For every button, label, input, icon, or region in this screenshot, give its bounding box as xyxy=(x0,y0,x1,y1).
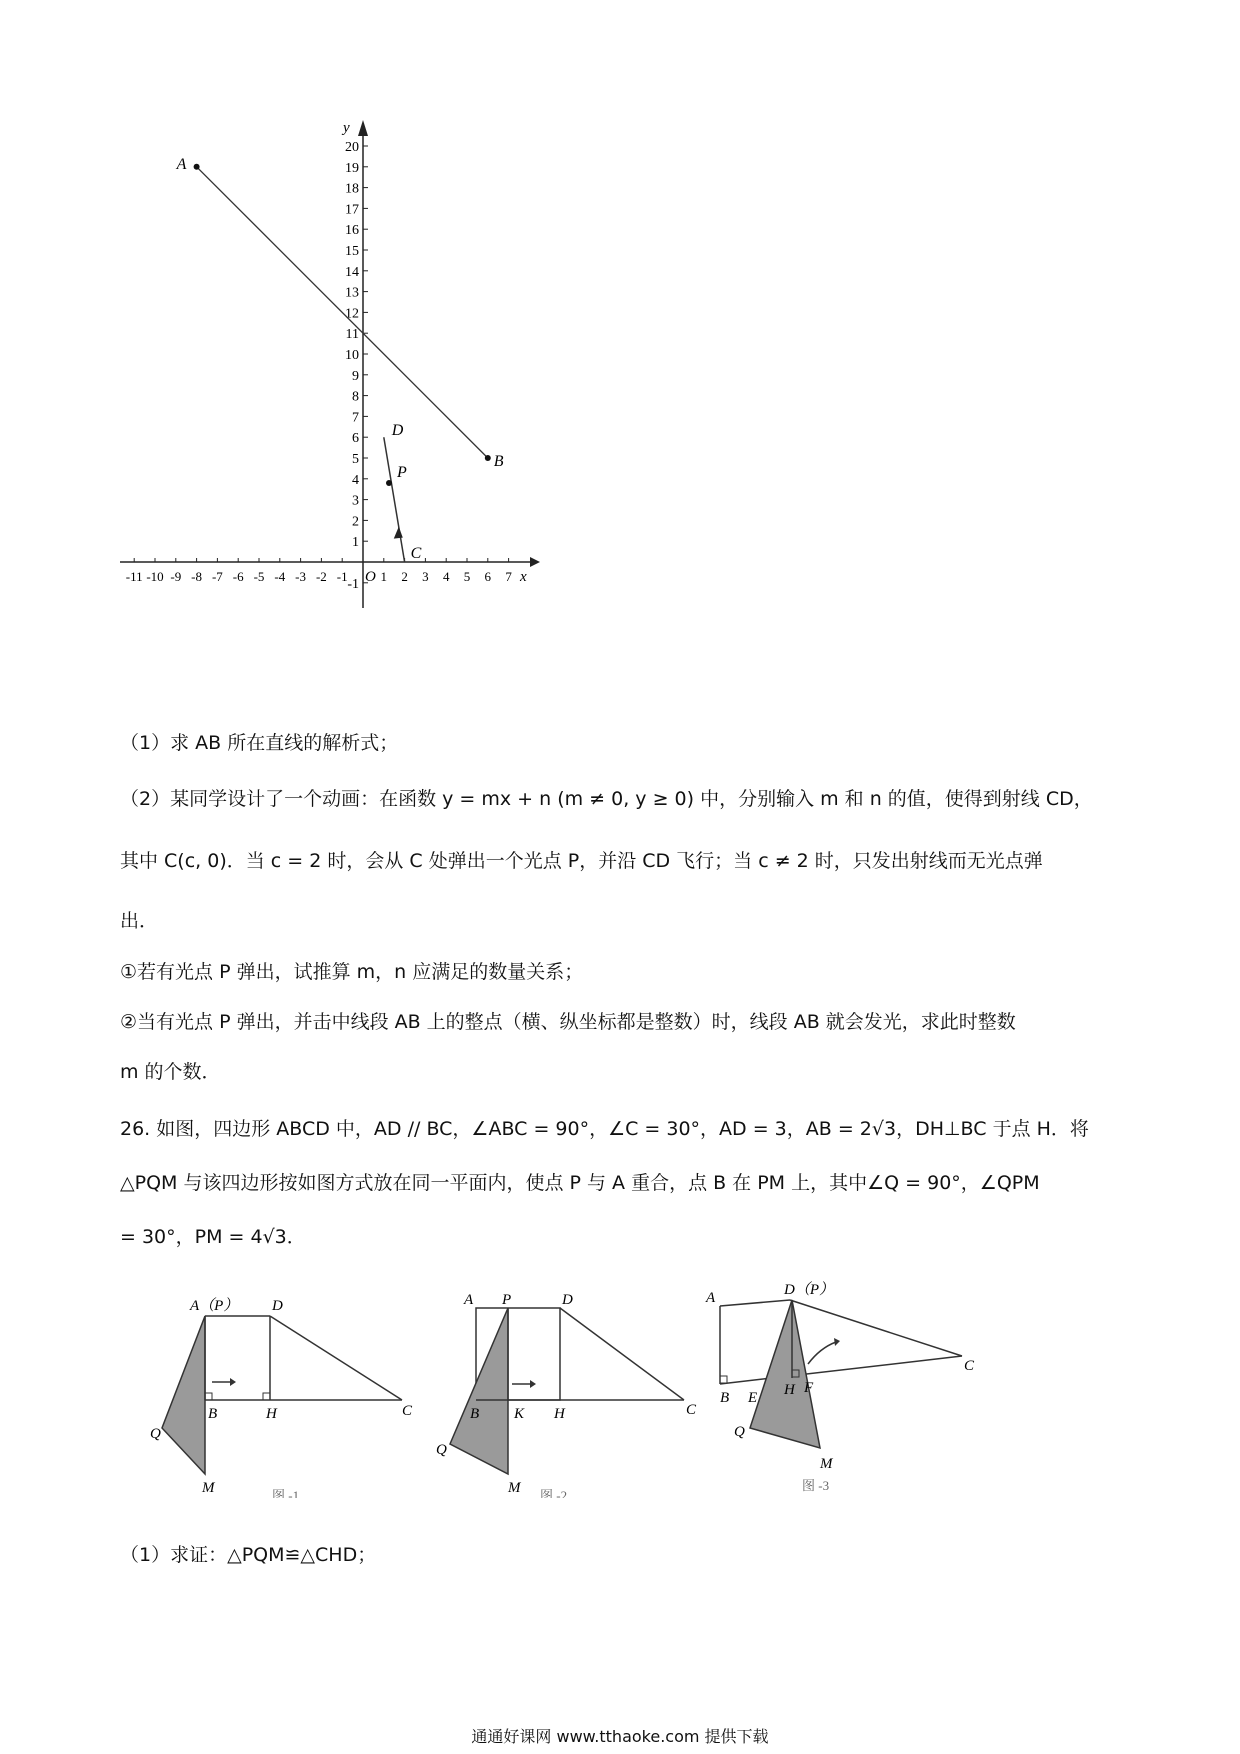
q25-part2-line3: 出． xyxy=(120,910,159,932)
x-tick-label: 5 xyxy=(463,569,471,584)
fig2-arrow-head xyxy=(530,1380,536,1388)
x-tick-label: -3 xyxy=(295,569,307,584)
fig2-label-q: Q xyxy=(436,1442,447,1458)
fig1-right-angle-b xyxy=(205,1393,212,1400)
fig1-arrow-head xyxy=(230,1378,236,1386)
y-tick-label: 5 xyxy=(352,452,359,467)
q26-line3: = 30°，PM = 4√3． xyxy=(120,1226,306,1248)
coordinate-graph xyxy=(120,118,610,678)
point-p xyxy=(386,480,392,486)
x-tick-label: -2 xyxy=(315,569,327,584)
origin-label: O xyxy=(365,569,376,585)
fig3-right-angle-b xyxy=(720,1376,727,1383)
fig2-label-k: K xyxy=(514,1406,525,1422)
y-tick-label: 15 xyxy=(345,244,359,259)
fig1-triangle-pqm xyxy=(162,1316,205,1474)
x-tick-label: 2 xyxy=(401,569,408,584)
fig2-label-m: M xyxy=(508,1480,521,1496)
fig2-label-a: A xyxy=(464,1292,474,1308)
x-tick-label: -11 xyxy=(125,569,143,584)
label-a: A xyxy=(176,155,187,173)
y-tick-label: -1 xyxy=(347,576,359,592)
x-tick-label: 6 xyxy=(484,569,492,584)
y-tick-label: 10 xyxy=(345,348,359,363)
fig1-label-b: B xyxy=(208,1406,218,1422)
y-tick-label: 19 xyxy=(345,160,359,176)
label-b: B xyxy=(493,453,504,470)
x-tick-label: -4 xyxy=(274,569,286,584)
x-axis-arrow xyxy=(530,557,540,567)
fig3-label-f: F xyxy=(804,1380,814,1396)
label-c: C xyxy=(410,545,422,562)
figure-1 xyxy=(150,1297,413,1498)
q26-line1: 26. 如图，四边形 ABCD 中，AD // BC，∠ABC = 90°，∠C = 30°，AD = 3，AB = 2√3，DH⊥BC 于点 H．将 xyxy=(120,1118,1089,1140)
fig1-label-q: Q xyxy=(150,1426,161,1442)
y-tick-label: 12 xyxy=(345,306,359,322)
y-tick-label: 8 xyxy=(352,389,359,405)
y-tick-label: 20 xyxy=(345,140,359,155)
x-tick-label: 7 xyxy=(505,569,512,584)
fig3-label-b: B xyxy=(720,1390,730,1406)
fig3-caption: 图 -3 xyxy=(802,1478,830,1493)
fig2-caption: 图 -2 xyxy=(540,1488,568,1498)
y-tick-label: 9 xyxy=(352,368,359,384)
x-tick-label: 1 xyxy=(380,569,388,584)
fig2-label-b: B xyxy=(470,1406,480,1422)
label-p: P xyxy=(397,463,407,481)
fig1-label-a-p: A（P） xyxy=(190,1298,239,1314)
q26-figures xyxy=(120,1278,1080,1498)
x-tick-label: -9 xyxy=(170,569,182,584)
fig3-rotation-arrow-head xyxy=(834,1338,840,1346)
fig3-segment-dc xyxy=(790,1300,962,1356)
point-b xyxy=(485,455,491,461)
y-tick-label: 14 xyxy=(345,264,359,280)
y-tick-label: 13 xyxy=(345,285,359,301)
y-tick-label: 17 xyxy=(345,202,359,218)
fig3-segment-ad xyxy=(720,1300,790,1306)
fig3-label-a: A xyxy=(706,1290,716,1306)
q25-sub2-line1: ②当有光点 P 弹出，并击中线段 AB 上的整点（横、纵坐标都是整数）时，线段 AB 就会发光，求此时整数 xyxy=(120,1011,1016,1033)
q26-line2: △PQM 与该四边形按如图方式放在同一平面内，使点 P 与 A 重合，点 B 在 PM 上，其中∠Q = 90°，∠QPM xyxy=(120,1172,1040,1194)
fig1-right-angle-h xyxy=(263,1393,270,1400)
x-axis-label: x xyxy=(520,569,527,585)
fig1-label-h: H xyxy=(266,1406,277,1422)
y-tick-label: 1 xyxy=(352,535,359,551)
x-tick-label: -6 xyxy=(232,569,244,584)
fig1-caption: 图 -1 xyxy=(272,1488,300,1498)
fig2-label-p: P xyxy=(502,1292,512,1308)
y-tick-label: 18 xyxy=(345,181,359,197)
x-tick-label: 4 xyxy=(442,569,450,584)
y-axis-label: y xyxy=(343,120,350,136)
y-tick-label: 7 xyxy=(352,410,359,426)
fig2-segment-dc xyxy=(560,1308,684,1400)
fig1-label-m: M xyxy=(202,1480,215,1496)
x-tick-label: -10 xyxy=(146,569,164,584)
q25-sub2-line2: m 的个数． xyxy=(120,1061,221,1083)
y-tick-label: 3 xyxy=(352,493,359,509)
figure-2 xyxy=(436,1292,697,1498)
fig3-label-c: C xyxy=(964,1358,975,1374)
y-tick-label: 4 xyxy=(352,472,359,488)
ray-cd-arrow xyxy=(394,527,403,539)
fig2-label-c: C xyxy=(686,1402,697,1418)
ray-cd xyxy=(384,437,405,562)
fig1-label-d: D xyxy=(272,1298,283,1314)
y-tick-label: 2 xyxy=(352,514,359,530)
q25-sub1: ①若有光点 P 弹出，试推算 m，n 应满足的数量关系； xyxy=(120,961,584,983)
q26-part1: （1）求证：△PQM≌△CHD； xyxy=(120,1544,377,1566)
fig2-label-h: H xyxy=(554,1406,565,1422)
x-tick-label: 3 xyxy=(422,569,429,584)
x-tick-label: -5 xyxy=(253,569,265,584)
q25-part1: （1）求 AB 所在直线的解析式； xyxy=(120,732,399,754)
fig3-label-m: M xyxy=(820,1456,833,1472)
fig3-label-h: H xyxy=(784,1382,795,1398)
y-tick-label: 16 xyxy=(345,223,359,239)
q25-part2-line1: （2）某同学设计了一个动画：在函数 y = mx + n (m ≠ 0, y ≥ 0) 中，分别输入 m 和 n 的值，使得到射线 CD， xyxy=(120,788,1093,810)
fig2-triangle-pqm xyxy=(450,1308,508,1474)
y-axis-arrow xyxy=(358,120,368,136)
graph-svg xyxy=(120,118,610,678)
x-tick-label: -1 xyxy=(336,569,348,584)
fig2-label-d: D xyxy=(562,1292,573,1308)
y-tick-label: 11 xyxy=(345,327,359,343)
fig3-segment-bc xyxy=(720,1356,962,1384)
label-d: D xyxy=(391,422,404,440)
x-tick-label: -8 xyxy=(191,569,203,584)
point-a xyxy=(194,164,200,170)
figure-3 xyxy=(705,1281,975,1493)
footer: 通通好课网 www.tthaoke.com 提供下载 xyxy=(471,1727,769,1746)
fig1-segment-dc xyxy=(270,1316,402,1400)
q25-part2-line2: 其中 C(c, 0)．当 c = 2 时，会从 C 处弹出一个光点 P，并沿 CD 飞行；当 c ≠ 2 时，只发出射线而无光点弹 xyxy=(120,850,1043,872)
fig3-label-d-p: D（P） xyxy=(784,1282,834,1298)
x-tick-label: -7 xyxy=(211,569,223,584)
fig3-rotation-arrow xyxy=(808,1342,836,1364)
fig1-label-c: C xyxy=(402,1403,413,1419)
q26-figures-svg xyxy=(120,1278,1080,1498)
segment-ab xyxy=(197,167,488,458)
y-tick-label: 6 xyxy=(352,431,359,447)
fig3-label-q: Q xyxy=(734,1424,745,1440)
fig3-label-e: E xyxy=(748,1390,758,1406)
